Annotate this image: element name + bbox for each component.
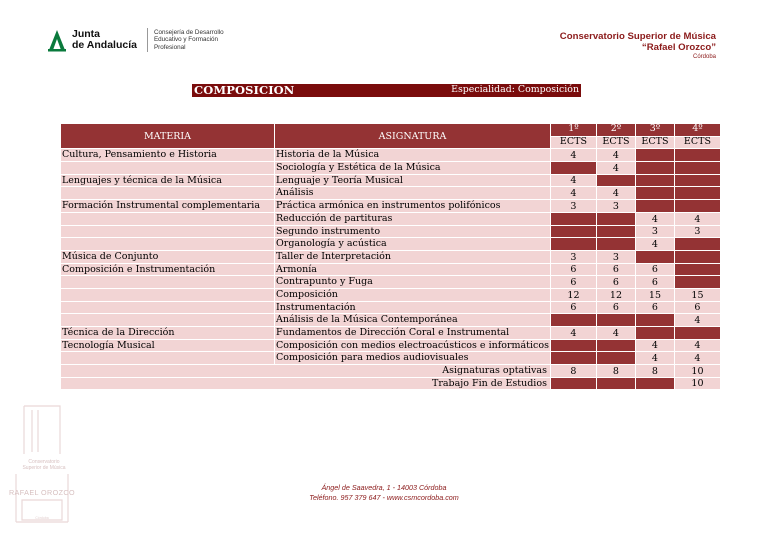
table-row <box>61 288 721 301</box>
table-row <box>61 238 721 251</box>
ects-cell-year-2: 3 <box>596 200 635 213</box>
materia-cell <box>61 238 275 251</box>
table-row <box>61 352 721 365</box>
asignatura-cell: Análisis <box>275 187 551 200</box>
optativas-row-year-3: 8 <box>635 365 674 378</box>
ects-cell-year-1: 3 <box>550 250 596 263</box>
asignatura-cell: Composición <box>275 288 551 301</box>
optativas-row-year-1: 8 <box>550 365 596 378</box>
logo-line-1: Junta <box>72 28 101 40</box>
tfe-row-year-1 <box>550 377 596 390</box>
table-row <box>61 212 721 225</box>
ects-cell-year-1: 4 <box>550 187 596 200</box>
header-year-2: 2º <box>596 124 635 137</box>
table-row <box>61 301 721 314</box>
ects-cell-year-2 <box>596 174 635 187</box>
ects-cell-year-4: 6 <box>674 301 720 314</box>
ects-cell-year-1: 12 <box>550 288 596 301</box>
materia-cell <box>61 212 275 225</box>
watermark-logo <box>2 404 82 524</box>
optativas-row-year-2: 8 <box>596 365 635 378</box>
materia-cell <box>61 225 275 238</box>
table-row <box>61 250 721 263</box>
materia-cell <box>61 162 275 175</box>
asignatura-cell: Composición con medios electroacústicos e informáticos <box>276 339 549 351</box>
junta-andalucia-logo <box>46 28 224 52</box>
tfe-row-year-2 <box>596 377 635 390</box>
materia-cell <box>61 352 275 365</box>
ects-cell-year-2: 4 <box>596 187 635 200</box>
ects-cell-year-4 <box>674 276 720 289</box>
optativas-row-year-4: 10 <box>674 365 720 378</box>
junta-emblem-icon <box>46 28 68 52</box>
ects-cell-year-2 <box>596 314 635 327</box>
ects-cell-year-2: 6 <box>596 263 635 276</box>
table-row <box>61 162 721 175</box>
conservatory-subname: “Rafael Orozco” <box>641 42 716 53</box>
materia-cell: Formación Instrumental complementaria <box>61 200 275 213</box>
ects-cell-year-4 <box>674 200 720 213</box>
ects-cell-year-1: 4 <box>550 149 596 162</box>
ects-cell-year-2: 12 <box>596 288 635 301</box>
ects-cell-year-1: 3 <box>550 200 596 213</box>
ects-cell-year-1: 6 <box>550 276 596 289</box>
ects-cell-year-3: 4 <box>635 352 674 365</box>
ects-cell-year-1: 6 <box>550 301 596 314</box>
tfe-row <box>61 377 721 390</box>
asignatura-cell: Contrapunto y Fuga <box>275 276 551 289</box>
ects-cell-year-3 <box>635 174 674 187</box>
ects-cell-year-2: 3 <box>596 250 635 263</box>
dept-line-1: Consejería de Desarrollo <box>153 28 224 36</box>
table-row <box>61 149 721 162</box>
table-row <box>61 327 721 340</box>
ects-cell-year-3 <box>635 327 674 340</box>
ects-cell-year-2 <box>596 339 635 352</box>
materia-cell <box>61 276 275 289</box>
ects-cell-year-4 <box>674 263 720 276</box>
watermark-line-3: RAFAEL OROZCO <box>8 488 76 497</box>
materia-cell: Tecnología Musical <box>61 339 275 352</box>
tfe-row-year-3 <box>635 377 674 390</box>
asignatura-cell: Análisis de la Música Contemporánea <box>275 314 551 327</box>
ects-cell-year-4 <box>674 174 720 187</box>
conservatory-city: Córdoba <box>692 54 716 60</box>
department-name <box>154 29 224 52</box>
ects-cell-year-1: 4 <box>550 174 596 187</box>
materia-cell: Lenguajes y técnica de la Música <box>61 174 275 187</box>
asignatura-cell: Composición para medios audiovisuales <box>275 352 551 365</box>
ects-cell-year-4: 4 <box>674 352 720 365</box>
ects-cell-year-3: 15 <box>635 288 674 301</box>
header-ects-3: ECTS <box>635 136 674 149</box>
ects-cell-year-2: 4 <box>596 149 635 162</box>
table-row <box>61 187 721 200</box>
header-asignatura: ASIGNATURA <box>275 124 551 149</box>
header-year-1: 1º <box>550 124 596 137</box>
header-year-3: 3º <box>635 124 674 137</box>
ects-cell-year-4: 4 <box>674 212 720 225</box>
ects-cell-year-2: 6 <box>596 276 635 289</box>
watermark-line-1: Conservatorio <box>28 459 60 465</box>
ects-cell-year-2: 4 <box>596 162 635 175</box>
table-body <box>61 149 721 390</box>
ects-cell-year-1 <box>550 212 596 225</box>
ects-cell-year-4: 4 <box>674 314 720 327</box>
ects-cell-year-1 <box>550 162 596 175</box>
table-row <box>61 276 721 289</box>
materia-cell <box>61 288 275 301</box>
ects-cell-year-3 <box>635 187 674 200</box>
ects-cell-year-1 <box>550 314 596 327</box>
ects-cell-year-2 <box>596 225 635 238</box>
ects-cell-year-1 <box>550 339 596 352</box>
footer-street: Ángel de Saavedra, 1 - 14003 Córdoba <box>321 483 447 492</box>
table-row <box>61 263 721 276</box>
ects-cell-year-1: 4 <box>550 327 596 340</box>
tfe-row-year-4: 10 <box>674 377 720 390</box>
ects-cell-year-3 <box>635 200 674 213</box>
watermark-line-4: Córdoba <box>35 516 49 520</box>
materia-cell <box>61 301 275 314</box>
ects-cell-year-3 <box>635 149 674 162</box>
ects-cell-year-2 <box>596 352 635 365</box>
ects-cell-year-3: 4 <box>635 238 674 251</box>
ects-cell-year-2: 6 <box>596 301 635 314</box>
ects-cell-year-1 <box>550 238 596 251</box>
materia-cell: Cultura, Pensamiento e Historia <box>61 149 275 162</box>
materia-cell: Música de Conjunto <box>61 250 275 263</box>
ects-cell-year-1 <box>550 225 596 238</box>
logo-line-2: de Andalucía <box>72 39 137 51</box>
ects-cell-year-4 <box>674 149 720 162</box>
ects-cell-year-2 <box>596 212 635 225</box>
ects-cell-year-3: 6 <box>635 263 674 276</box>
header-ects-1: ECTS <box>550 136 596 149</box>
watermark-text <box>14 459 74 471</box>
footer-contact: Teléfono. 957 379 647 - www.csmcordoba.com <box>309 492 459 502</box>
logo-separator <box>147 28 148 52</box>
optativas-row-label: Asignaturas optativas <box>61 365 551 378</box>
asignatura-cell: Sociología y Estética de la Música <box>275 162 551 175</box>
watermark-line-2: Superior de Música <box>22 465 66 471</box>
curriculum-table <box>60 123 721 390</box>
asignatura-cell: Lenguaje y Teoría Musical <box>275 174 551 187</box>
header-materia: MATERIA <box>61 124 275 149</box>
ects-cell-year-3: 6 <box>635 301 674 314</box>
materia-cell <box>61 187 275 200</box>
asignatura-cell: Fundamentos de Dirección Coral e Instrumental <box>275 327 551 340</box>
materia-cell: Técnica de la Dirección <box>61 327 275 340</box>
ects-cell-year-1 <box>550 352 596 365</box>
asignatura-cell: Armonía <box>275 263 551 276</box>
ects-cell-year-4: 15 <box>674 288 720 301</box>
header-ects-4: ECTS <box>674 136 720 149</box>
dept-line-3: Profesional <box>153 43 186 51</box>
ects-cell-year-2: 4 <box>596 327 635 340</box>
asignatura-cell: Segundo instrumento <box>275 225 551 238</box>
ects-cell-year-4 <box>674 250 720 263</box>
optativas-row <box>61 365 721 378</box>
ects-cell-year-3: 4 <box>635 212 674 225</box>
asignatura-cell: Práctica armónica en instrumentos polifónicos <box>275 200 551 213</box>
ects-cell-year-2 <box>596 238 635 251</box>
ects-cell-year-1: 6 <box>550 263 596 276</box>
specialty-label: Especialidad: Composición <box>451 84 579 95</box>
table-row <box>61 200 721 213</box>
ects-cell-year-3 <box>635 314 674 327</box>
page-title: COMPOSICION <box>194 83 295 97</box>
table-row <box>61 225 721 238</box>
asignatura-cell: Instrumentación <box>275 301 551 314</box>
title-bar <box>192 84 581 97</box>
ects-cell-year-3: 3 <box>635 225 674 238</box>
ects-cell-year-3 <box>635 250 674 263</box>
asignatura-cell: Organología y acústica <box>275 238 551 251</box>
ects-cell-year-4: 3 <box>674 225 720 238</box>
materia-cell <box>61 314 275 327</box>
header-ects-2: ECTS <box>596 136 635 149</box>
ects-cell-year-3: 4 <box>635 339 674 352</box>
table-row <box>61 314 721 327</box>
ects-cell-year-4 <box>674 327 720 340</box>
ects-cell-year-4 <box>674 238 720 251</box>
tfe-row-label: Trabajo Fin de Estudios <box>61 377 551 390</box>
footer-address <box>0 483 768 502</box>
ects-cell-year-3 <box>635 162 674 175</box>
ects-cell-year-4 <box>674 162 720 175</box>
table-row <box>61 174 721 187</box>
dept-line-2: Educativo y Formación <box>153 36 219 44</box>
conservatory-name: Conservatorio Superior de Música <box>559 31 716 42</box>
asignatura-cell: Taller de Interpretación <box>275 250 551 263</box>
logo-wordmark <box>72 29 137 51</box>
ects-cell-year-4: 4 <box>674 339 720 352</box>
ects-cell-year-3: 6 <box>635 276 674 289</box>
materia-cell: Composición e Instrumentación <box>61 263 275 276</box>
asignatura-cell: Historia de la Música <box>275 149 551 162</box>
table-row <box>61 339 721 352</box>
header-year-4: 4º <box>674 124 720 137</box>
asignatura-cell: Reducción de partituras <box>275 212 551 225</box>
ects-cell-year-4 <box>674 187 720 200</box>
conservatory-header <box>560 31 716 62</box>
